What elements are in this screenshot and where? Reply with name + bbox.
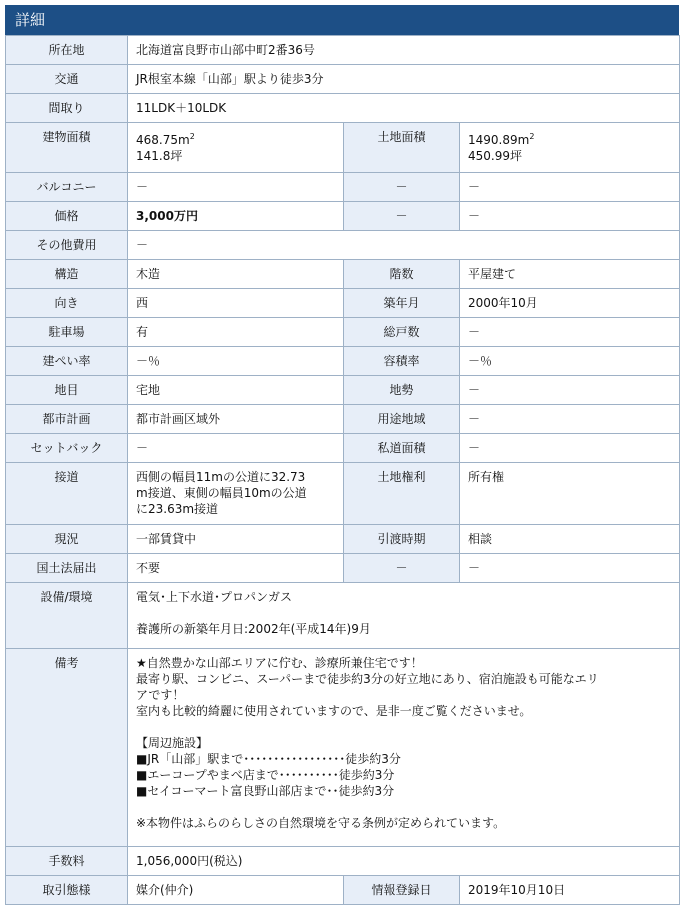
row-parking [6, 318, 680, 347]
parking-label: 駐車場 [6, 318, 128, 347]
transport-label: 交通 [6, 65, 128, 94]
row-remarks [6, 649, 680, 847]
road-access-label: 接道 [6, 463, 128, 525]
land-area-value [460, 123, 680, 173]
facilities-line-1: 電気･上下水道･プロパンガス [136, 590, 293, 604]
row-facilities [6, 583, 680, 649]
row-transaction [6, 876, 680, 905]
terrain-label: 地勢 [344, 376, 460, 405]
balcony-label2: － [344, 173, 460, 202]
row-current-status [6, 525, 680, 554]
current-status-value: 一部賃貸中 [128, 525, 344, 554]
price-label2: － [344, 202, 460, 231]
transport-value: JR根室本線「山部」駅より徒歩3分 [128, 65, 680, 94]
row-transport [6, 65, 680, 94]
facilities-label: 設備/環境 [6, 583, 128, 649]
location-label: 所在地 [6, 36, 128, 65]
remarks-line-6: ■JR「山部」駅まで･････････････････徒歩約3分 [136, 752, 401, 766]
terrain-value: － [460, 376, 680, 405]
floor-ratio-label: 容積率 [344, 347, 460, 376]
land-law-value2: － [460, 554, 680, 583]
row-city-planning [6, 405, 680, 434]
remarks-line-8: ■セイコーマート富良野山部店まで･･徒歩約3分 [136, 784, 395, 798]
price-value2: － [460, 202, 680, 231]
floors-value: 平屋建て [460, 260, 680, 289]
building-area-value [128, 123, 344, 173]
row-area [6, 123, 680, 173]
row-land-law [6, 554, 680, 583]
land-area-unit-sup: 2 [529, 132, 535, 141]
zoning-label: 用途地域 [344, 405, 460, 434]
registration-date-value: 2019年10月10日 [460, 876, 680, 905]
row-structure [6, 260, 680, 289]
road-access-line-3: に23.63m接道 [136, 502, 219, 516]
other-fees-label: その他費用 [6, 231, 128, 260]
facilities-line-2: 養護所の新築年月日:2002年(平成14年)9月 [136, 622, 371, 636]
land-law-value: 不要 [128, 554, 344, 583]
transaction-value: 媒介(仲介) [128, 876, 344, 905]
transaction-label: 取引態様 [6, 876, 128, 905]
handover-label: 引渡時期 [344, 525, 460, 554]
row-balcony [6, 173, 680, 202]
setback-label: セットバック [6, 434, 128, 463]
commission-value: 1,056,000円(税込) [128, 847, 680, 876]
layout-label: 間取り [6, 94, 128, 123]
location-value: 北海道富良野市山部中町2番36号 [128, 36, 680, 65]
balcony-label: バルコニー [6, 173, 128, 202]
road-access-value [128, 463, 344, 525]
layout-value: 11LDK＋10LDK [128, 94, 680, 123]
floor-ratio-value: －％ [460, 347, 680, 376]
land-area-m2: 1490.89m [468, 133, 530, 147]
land-law-label2: － [344, 554, 460, 583]
row-coverage [6, 347, 680, 376]
remarks-line-1: ★自然豊かな山部エリアに佇む、診療所兼住宅です！ [136, 656, 423, 670]
total-units-value: － [460, 318, 680, 347]
private-road-value: － [460, 434, 680, 463]
row-other-fees [6, 231, 680, 260]
road-access-line-1: 西側の幅員11mの公道に32.73 [136, 470, 306, 484]
section-header [5, 5, 679, 35]
land-rights-value: 所有権 [460, 463, 680, 525]
row-price [6, 202, 680, 231]
building-area-label: 建物面積 [6, 123, 128, 173]
structure-value: 木造 [128, 260, 344, 289]
road-access-line-2: m接道、東側の幅員10mの公道 [136, 486, 307, 500]
property-details-panel [5, 5, 679, 905]
remarks-value [128, 649, 680, 847]
total-units-label: 総戸数 [344, 318, 460, 347]
land-area-tsubo: 450.99坪 [468, 149, 522, 163]
setback-value: － [128, 434, 344, 463]
row-setback [6, 434, 680, 463]
land-area-label: 土地面積 [344, 123, 460, 173]
structure-label: 構造 [6, 260, 128, 289]
city-planning-value: 都市計画区域外 [128, 405, 344, 434]
remarks-line-3: アです！ [136, 688, 185, 702]
floors-label: 階数 [344, 260, 460, 289]
details-table [5, 35, 680, 905]
city-planning-label: 都市計画 [6, 405, 128, 434]
price-value: 3,000万円 [128, 202, 344, 231]
building-area-tsubo: 141.8坪 [136, 149, 183, 163]
facilities-value [128, 583, 680, 649]
direction-label: 向き [6, 289, 128, 318]
remarks-line-9: ※本物件はふらのらしさの自然環境を守る条例が定められています。 [136, 816, 506, 830]
remarks-line-7: ■エーコープやまべ店まで･･････････徒歩約3分 [136, 768, 395, 782]
land-category-value: 宅地 [128, 376, 344, 405]
land-category-label: 地目 [6, 376, 128, 405]
balcony-value2: － [460, 173, 680, 202]
row-location [6, 36, 680, 65]
handover-value: 相談 [460, 525, 680, 554]
remarks-line-5: 【周辺施設】 [136, 736, 209, 750]
building-area-m2: 468.75m [136, 133, 190, 147]
built-date-label: 築年月 [344, 289, 460, 318]
coverage-label: 建ぺい率 [6, 347, 128, 376]
direction-value: 西 [128, 289, 344, 318]
row-road-access [6, 463, 680, 525]
land-rights-label: 土地権利 [344, 463, 460, 525]
commission-label: 手数料 [6, 847, 128, 876]
zoning-value: － [460, 405, 680, 434]
row-commission [6, 847, 680, 876]
coverage-value: －％ [128, 347, 344, 376]
remarks-line-4: 室内も比較的綺麗に使用されていますので、是非一度ご覧くださいませ。 [136, 704, 532, 718]
private-road-label: 私道面積 [344, 434, 460, 463]
remarks-line-2: 最寄り駅、コンビニ、スーパーまで徒歩約3分の好立地にあり、宿泊施設も可能なエリ [136, 672, 599, 686]
registration-date-label: 情報登録日 [344, 876, 460, 905]
balcony-value: － [128, 173, 344, 202]
remarks-label: 備考 [6, 649, 128, 847]
building-area-unit-sup: 2 [189, 132, 195, 141]
section-title: 詳細 [15, 11, 46, 29]
current-status-label: 現況 [6, 525, 128, 554]
parking-value: 有 [128, 318, 344, 347]
land-law-label: 国土法届出 [6, 554, 128, 583]
other-fees-value: － [128, 231, 680, 260]
row-direction [6, 289, 680, 318]
price-label: 価格 [6, 202, 128, 231]
built-date-value: 2000年10月 [460, 289, 680, 318]
row-land-category [6, 376, 680, 405]
row-layout [6, 94, 680, 123]
